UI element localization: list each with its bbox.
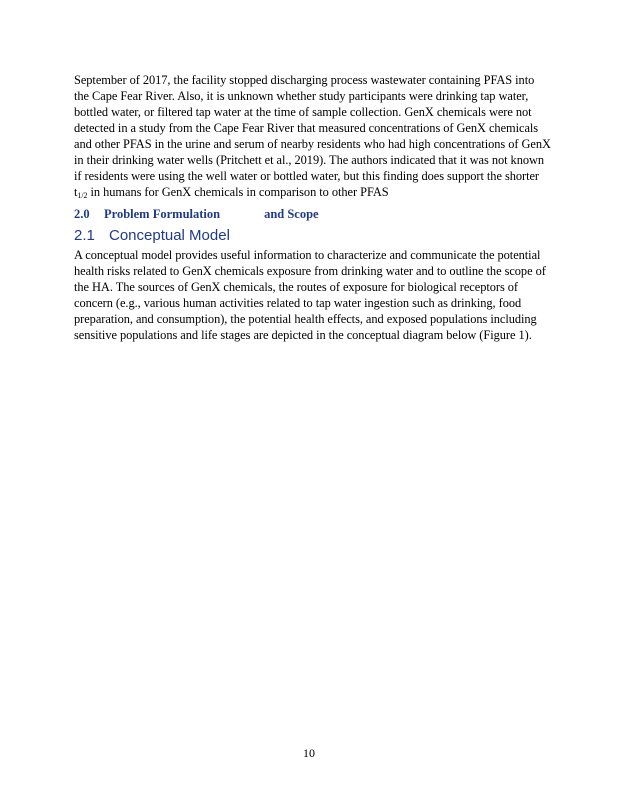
paragraph1-line-4: detected in a study from the Cape Fear River that measured concentrations of GenX chemicals (74, 121, 539, 135)
paragraph1-line-1: September of 2017, the facility stopped discharging process wastewater containing PFAS into (74, 73, 535, 87)
paragraph1-line-7: if residents were using the well water or bottled water, but this finding does support the shorter (74, 169, 539, 183)
paragraph1-line-2: the Cape Fear River. Also, it is unknown whether study participants were drinking tap water, (74, 89, 529, 103)
half-life-subscript: 1/2 (77, 191, 88, 200)
subsection-heading (74, 227, 230, 244)
paragraph2-line-6: sensitive populations and life stages are depicted in the conceptual diagram below (Figure 1). (74, 328, 532, 342)
paragraph2-line-5: preparation, and consumption), the potential health effects, and exposed populations including (74, 312, 537, 326)
paragraph1-line-8 (74, 184, 389, 204)
paragraph2-line-3: the HA. The sources of GenX chemicals, the routes of exposure for biological receptors of (74, 280, 518, 294)
section-heading (74, 207, 319, 222)
section-title-part2: and Scope (264, 207, 319, 221)
paragraph1-line-3: bottled water, or filtered tap water at the time of sample collection. GenX chemicals were not (74, 105, 532, 119)
half-life-symbol: t (74, 185, 78, 199)
subsection-title: Conceptual Model (109, 227, 230, 244)
page-number: 10 (303, 746, 315, 760)
paragraph1-line-6: in their drinking water wells (Pritchett et al., 2019). The authors indicated that it was not known (74, 153, 545, 167)
subsection-number: 2.1 (74, 227, 95, 244)
paragraph1-line-5: and other PFAS in the urine and serum of nearby residents who had high concentrations of GenX (74, 137, 551, 151)
paragraph2-line-4: concern (e.g., various human activities related to tap water ingestion such as drinking, food (74, 296, 522, 310)
paragraph2-line-1: A conceptual model provides useful information to characterize and communicate the potential (74, 248, 541, 262)
paragraph2-line-2: health risks related to GenX chemicals exposure from drinking water and to outline the scope of (74, 264, 546, 278)
paragraph1-last-text: in humans for GenX chemicals in comparison to other PFAS (87, 185, 389, 199)
section-number: 2.0 (74, 207, 90, 221)
section-title-part1: Problem Formulation (104, 207, 221, 221)
